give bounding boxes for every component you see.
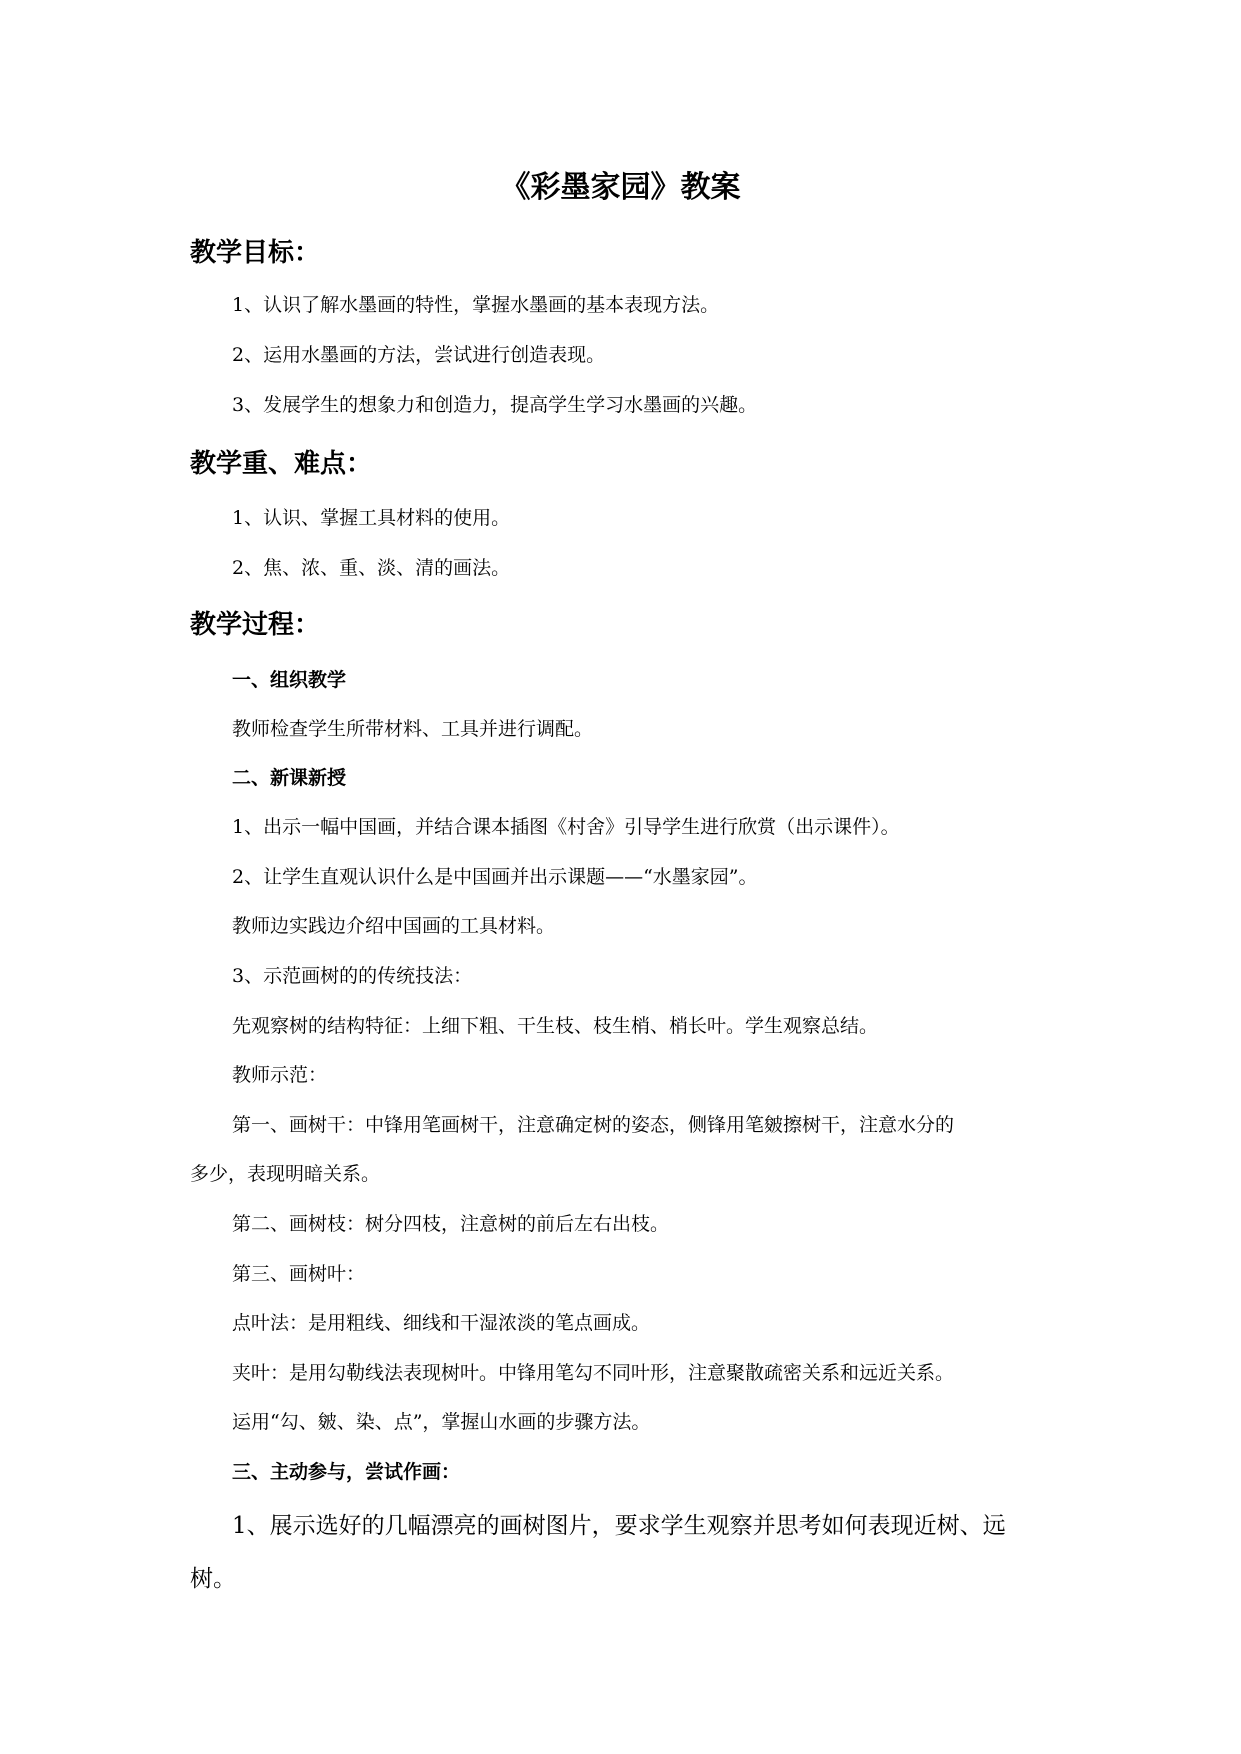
process-part3-title: 三、主动参与，尝试作画：: [232, 1461, 461, 1483]
process-line: 第一、画树干：中锋用笔画树干，注意确定树的姿态，侧锋用笔皴擦树干，注意水分的: [232, 1114, 955, 1136]
heading-goals: 教学目标：: [190, 238, 321, 268]
heading-key-points: 教学重、难点：: [190, 449, 373, 479]
process-line: 多少，表现明暗关系。: [190, 1163, 381, 1185]
process-line: 夹叶：是用勾勒线法表现树叶。中锋用笔勾不同叶形，注意聚散疏密关系和远近关系。: [232, 1362, 955, 1384]
process-line: 教师示范：: [232, 1064, 328, 1086]
process-line: 1、展示选好的几幅漂亮的画树图片，要求学生观察并思考如何表现近树、远: [232, 1513, 1006, 1539]
process-line: 教师边实践边介绍中国画的工具材料。: [232, 915, 556, 937]
process-line: 运用“勾、皴、染、点”，掌握山水画的步骤方法。: [232, 1411, 651, 1433]
process-line: 点叶法：是用粗线、细线和干湿浓淡的笔点画成。: [232, 1312, 651, 1334]
process-line: 第二、画树枝：树分四枝，注意树的前后左右出枝。: [232, 1213, 670, 1235]
process-line: 3、示范画树的的传统技法：: [232, 965, 473, 987]
process-line: 第三、画树叶：: [232, 1263, 366, 1285]
goal-item-3: 3、发展学生的想象力和创造力，提高学生学习水墨画的兴趣。: [232, 394, 758, 416]
document-title: 《彩墨家园》教案: [500, 170, 741, 205]
heading-process: 教学过程：: [190, 610, 321, 640]
goal-item-1: 1、认识了解水墨画的特性，掌握水墨画的基本表现方法。: [232, 294, 720, 316]
process-part1-text: 教师检查学生所带材料、工具并进行调配。: [232, 718, 594, 740]
key-point-item-1: 1、认识、掌握工具材料的使用。: [232, 507, 511, 529]
process-line: 先观察树的结构特征：上细下粗、干生枝、枝生梢、梢长叶。学生观察总结。: [232, 1015, 879, 1037]
process-part2-title: 二、新课新授: [232, 767, 347, 789]
process-line: 树。: [190, 1566, 236, 1592]
process-line: 1、出示一幅中国画，并结合课本插图《村舍》引导学生进行欣赏（出示课件）。: [232, 816, 900, 838]
process-line: 2、让学生直观认识什么是中国画并出示课题——“水墨家园”。: [232, 866, 758, 888]
key-point-item-2: 2、焦、浓、重、淡、清的画法。: [232, 557, 511, 579]
process-part1-title: 一、组织教学: [232, 669, 347, 691]
goal-item-2: 2、运用水墨画的方法，尝试进行创造表现。: [232, 344, 606, 366]
